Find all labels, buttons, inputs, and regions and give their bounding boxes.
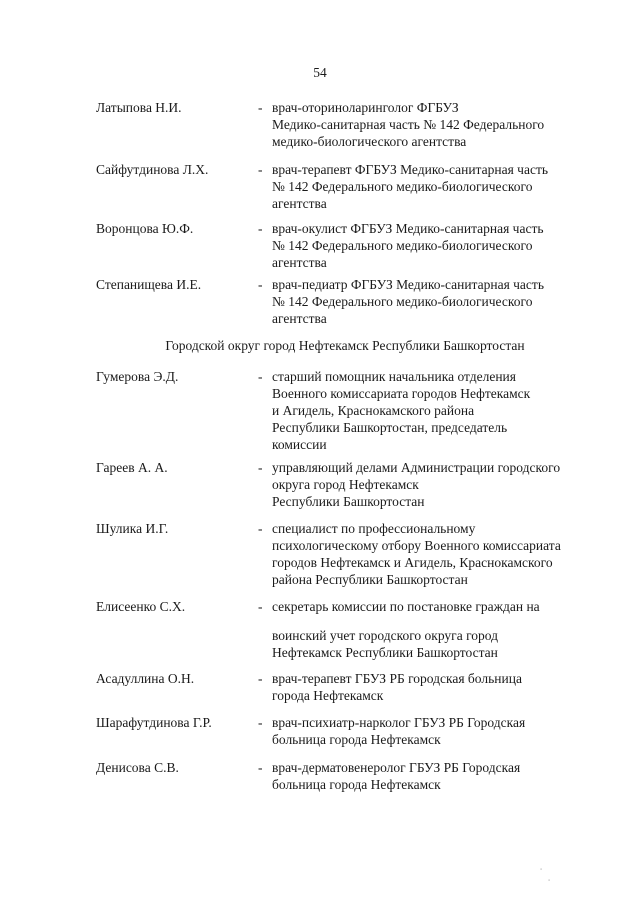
position-line: психологическому отбору Военного комиссариата xyxy=(272,538,561,553)
section-heading: Городской округ город Нефтекамск Республики Башкортостан xyxy=(165,338,525,353)
member-position xyxy=(272,220,602,271)
entry-dash: - xyxy=(258,671,263,686)
entry-dash: - xyxy=(258,521,263,536)
position-line: больница города Нефтекамск xyxy=(272,732,441,747)
member-position xyxy=(272,759,602,793)
position-line: района Республики Башкортостан xyxy=(272,572,468,587)
position-line: врач-терапевт ГБУЗ РБ городская больница xyxy=(272,671,522,686)
member-name: Гареев А. А. xyxy=(96,460,168,475)
position-line: городов Нефтекамск и Агидель, Краснокамского xyxy=(272,555,553,570)
member-position xyxy=(272,459,602,510)
position-line: Медико-санитарная часть № 142 Федерального xyxy=(272,117,545,132)
position-line: врач-терапевт ФГБУЗ Медико-санитарная часть xyxy=(272,162,548,177)
entry-dash: - xyxy=(258,369,263,384)
member-name: Шарафутдинова Г.Р. xyxy=(96,715,212,730)
member-position xyxy=(272,276,602,327)
member-position xyxy=(272,714,602,748)
position-line: агентства xyxy=(272,255,327,270)
member-name: Латыпова Н.И. xyxy=(96,100,182,115)
position-line: специалист по профессиональному xyxy=(272,521,476,536)
position-line: больница города Нефтекамск xyxy=(272,777,441,792)
position-line: управляющий делами Администрации городского xyxy=(272,460,561,475)
entry-dash: - xyxy=(258,221,263,236)
position-line: округа город Нефтекамск xyxy=(272,477,419,492)
member-position xyxy=(272,99,602,150)
member-position xyxy=(272,598,602,661)
position-line: врач-оториноларинголог ФГБУЗ xyxy=(272,100,459,115)
position-line: Нефтекамск Республики Башкортостан xyxy=(272,645,498,660)
position-line: Военного комиссариата городов Нефтекамск xyxy=(272,386,531,401)
member-position xyxy=(272,368,602,453)
position-line xyxy=(272,615,602,627)
entry-dash: - xyxy=(258,460,263,475)
entry-dash: - xyxy=(258,599,263,614)
member-position xyxy=(272,161,602,212)
position-line: старший помощник начальника отделения xyxy=(272,369,516,384)
entry-dash: - xyxy=(258,277,263,292)
member-position xyxy=(272,670,602,704)
position-line: города Нефтекамск xyxy=(272,688,384,703)
position-line: секретарь комиссии по постановке граждан на xyxy=(272,599,540,614)
entry-dash: - xyxy=(258,100,263,115)
member-position xyxy=(272,520,602,588)
position-line: врач-окулист ФГБУЗ Медико-санитарная часть xyxy=(272,221,544,236)
position-line: № 142 Федерального медико-биологического xyxy=(272,294,533,309)
member-name: Денисова С.В. xyxy=(96,760,179,775)
page-number: 54 xyxy=(313,65,327,80)
scan-artifact: ⸱ xyxy=(540,865,543,874)
member-name: Асадуллина О.Н. xyxy=(96,671,195,686)
member-name: Степанищева И.Е. xyxy=(96,277,202,292)
position-line: № 142 Федерального медико-биологического xyxy=(272,238,533,253)
member-name: Шулика И.Г. xyxy=(96,521,169,536)
entry-dash: - xyxy=(258,162,263,177)
position-line: врач-психиатр-нарколог ГБУЗ РБ Городская xyxy=(272,715,526,730)
member-name: Елисеенко С.Х. xyxy=(96,599,186,614)
position-line: и Агидель, Краснокамского района xyxy=(272,403,475,418)
position-line: Республики Башкортостан xyxy=(272,494,425,509)
position-line: Республики Башкортостан, председатель xyxy=(272,420,508,435)
entry-dash: - xyxy=(258,715,263,730)
position-line: врач-педиатр ФГБУЗ Медико-санитарная часть xyxy=(272,277,544,292)
position-line: агентства xyxy=(272,311,327,326)
position-line: медико-биологического агентства xyxy=(272,134,467,149)
position-line: агентства xyxy=(272,196,327,211)
position-line: № 142 Федерального медико-биологического xyxy=(272,179,533,194)
position-line: комиссии xyxy=(272,437,327,452)
entry-dash: - xyxy=(258,760,263,775)
member-name: Сайфутдинова Л.Х. xyxy=(96,162,209,177)
member-name: Гумерова Э.Д. xyxy=(96,369,179,384)
scan-artifact: ⸱ xyxy=(548,876,551,885)
position-line: врач-дерматовенеролог ГБУЗ РБ Городская xyxy=(272,760,521,775)
member-name: Воронцова Ю.Ф. xyxy=(96,221,194,236)
position-line: воинский учет городского округа город xyxy=(272,628,498,643)
